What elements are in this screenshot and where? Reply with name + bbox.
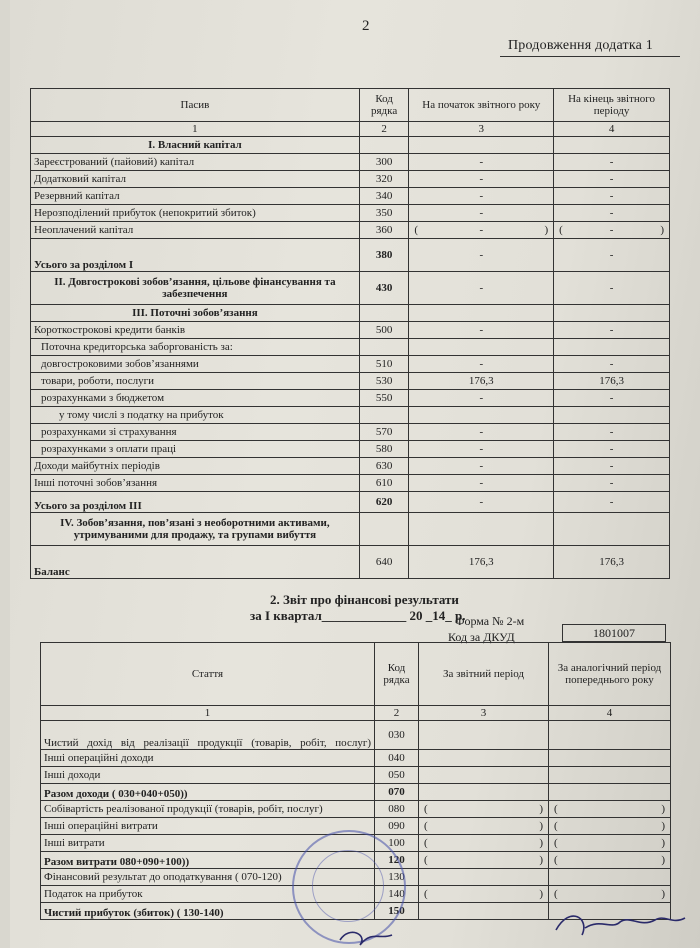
table-row: товари, роботи, послуги 530 176,3 176,3 [31,373,670,390]
table-row: Резервний капітал 340 - - [31,188,670,205]
table-row: Усього за розділом III 620 - - [31,492,670,513]
table-row: розрахунками з оплати праці 580 - - [31,441,670,458]
balance-liabilities-table [30,88,670,579]
table-row: довгостроковими зобов’язаннями 510 - - [31,356,670,373]
table-row: Зареєстрований (пайовий) капітал 300 - - [31,154,670,171]
section-held-for-sale: IV. Зобов’язання, пов’язані з необоротними активами, утримуваними для продажу, та групами вибуття [31,513,360,546]
section-heading-row [31,305,670,322]
report-period: за I квартал_____________ 20 _14_ р. [250,608,466,623]
section-current: III. Поточні зобов’язання [31,305,360,322]
table-row: Додатковий капітал 320 - - [31,171,670,188]
table-row: Фінансовий результат до оподаткування ( 070-120) 130 [41,869,671,886]
table-row: Разом доходи ( 030+040+050)) 070 [41,784,671,801]
header-article: Стаття [41,643,375,706]
col-number: 2 [375,706,419,721]
col-number: 1 [31,122,360,137]
header-period-end: На кінець звітного періоду [554,89,670,122]
table-row: Податок на прибуток 140 ( ) ( ) [41,886,671,903]
header-row-code: Код рядка [375,643,419,706]
column-numbers-row [41,706,671,721]
section-heading-row [31,513,670,546]
table-row: Усього за розділом I 380 - - [31,239,670,272]
header-previous-year: За аналогічний період попереднього року [549,643,671,706]
section-equity: I. Власний капітал [31,137,360,154]
header-liabilities: Пасив [31,89,360,122]
continuation-label: Продовження додатка 1 [508,38,653,53]
table-row: Короткострокові кредити банків 500 - - [31,322,670,339]
table-row: Інші операційні витрати 090 ( ) ( ) [41,818,671,835]
col-number: 3 [409,122,554,137]
table-row: Інші витрати 100 ( ) ( ) [41,835,671,852]
table-row: Разом витрати 080+090+100)) 120 ( ) ( ) [41,852,671,869]
column-numbers-row [31,122,670,137]
header-current-period: За звітний період [419,643,549,706]
section-heading-row: II. Довгострокові зобов’язання, цільове фінансування та забезпечення 430 - - [31,272,670,305]
table-row: Чистий прибуток (збиток) ( 130-140) 150 [41,903,671,920]
table-row: Поточна кредиторська заборгованість за: [31,339,670,356]
report-title: 2. Звіт про фінансові результати [270,592,459,607]
header-row-code: Код рядка [359,89,409,122]
table-header-row [41,643,671,706]
col-number: 4 [549,706,671,721]
dkud-code: 1801007 [562,624,666,642]
table-row: Нерозподілений прибуток (непокритий збиток) 350 - - [31,205,670,222]
table-row: розрахунками зі страхування 570 - - [31,424,670,441]
table-row: у тому числі з податку на прибуток [31,407,670,424]
table-row: Інші доходи 050 [41,767,671,784]
table-row: Інші поточні зобов’язання 610 - - [31,475,670,492]
header-year-start: На початок звітного року [409,89,554,122]
col-number: 1 [41,706,375,721]
table-row: Чистий дохід від реалізації продукції (товарів, робіт, послуг) 030 [41,721,671,750]
dkud-label: Код за ДКУД [448,630,515,644]
col-number: 4 [554,122,670,137]
section-long-term: II. Довгострокові зобов’язання, цільове фінансування та забезпечення [31,272,360,305]
table-row: розрахунками з бюджетом 550 - - [31,390,670,407]
table-row: Доходи майбутніх періодів 630 - - [31,458,670,475]
company-seal [292,830,406,944]
divider [500,56,680,57]
col-number: 2 [359,122,409,137]
table-row: Собівартість реалізованої продукції (товарів, робіт, послуг) 080 ( ) ( ) [41,801,671,818]
page-number: 2 [362,18,370,34]
col-number: 3 [419,706,549,721]
form-number: Форма № 2-м [455,614,525,628]
table-row: Неоплачений капітал 360 ( - ) ( - ) [31,222,670,239]
balance-total-row: Баланс 640 176,3 176,3 [31,546,670,579]
table-row: Інші операційні доходи 040 [41,750,671,767]
table-header-row [31,89,670,122]
section-heading-row [31,137,670,154]
